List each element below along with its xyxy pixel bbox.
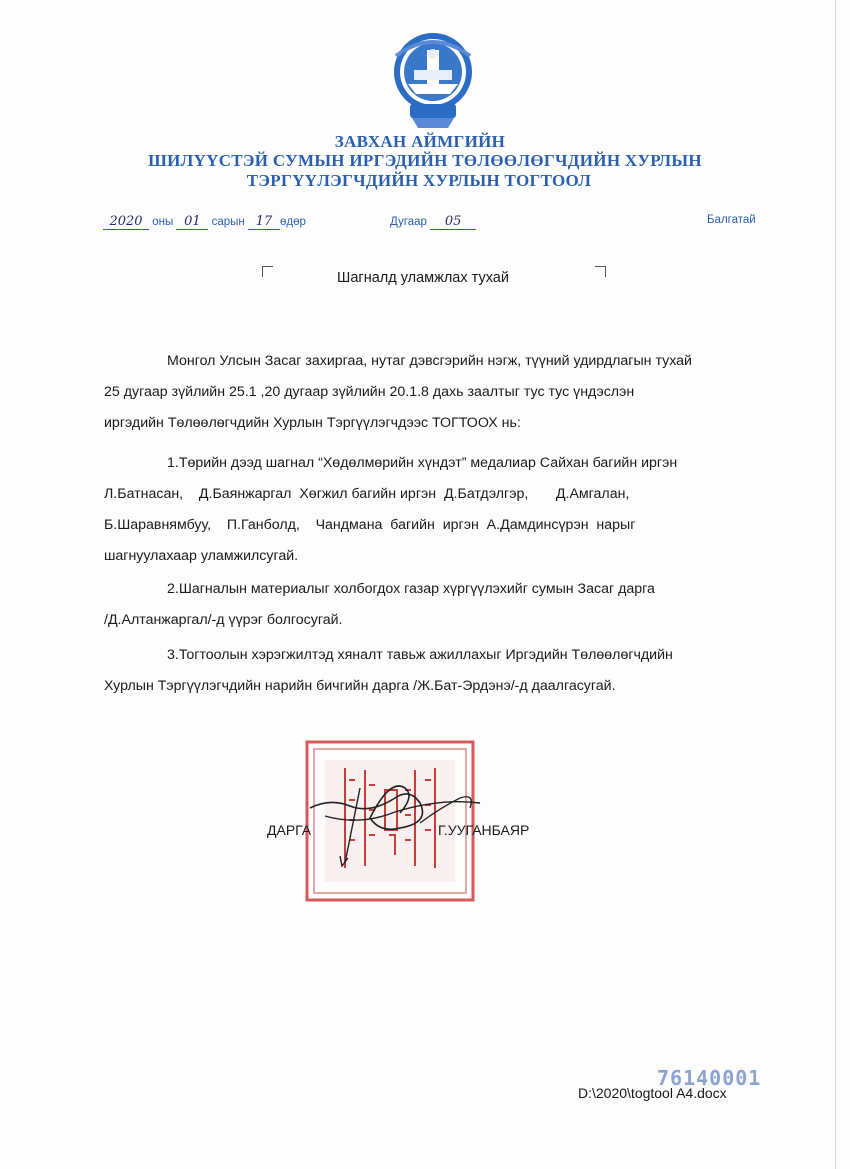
date-year-value: 2020 xyxy=(103,214,149,230)
item-3-paragraph xyxy=(104,640,771,702)
signature-position: ДАРГА xyxy=(267,822,312,838)
number-label: Дугаар xyxy=(390,216,427,228)
date-year-label: оны xyxy=(152,216,174,228)
item-2-line-2: /Д.Алтанжаргал/-д үүрэг болгосугай. xyxy=(104,612,343,628)
place-label: Балгатай xyxy=(707,214,756,226)
state-emblem-icon xyxy=(390,32,476,132)
serial-number: 76140001 xyxy=(657,1066,762,1090)
header-line-2: ШИЛҮҮСТЭЙ СУМЫН ИРГЭДИЙН ТӨЛӨӨЛӨГЧДИЙН ХУРЛЫН xyxy=(148,151,702,170)
document-title: Шагналд уламжлах тухай xyxy=(337,270,509,286)
item-3-line-2: Хурлын Тэргүүлэгчдийн нарийн бичгийн дарга /Ж.Бат-Эрдэнэ/-д даалгасугай. xyxy=(104,678,616,694)
number-line xyxy=(390,214,476,230)
date-month-value: 01 xyxy=(176,214,208,230)
header-line-3: ТЭРГҮҮЛЭГЧДИЙН ХУРЛЫН ТОГТООЛ xyxy=(246,171,592,190)
item-2-paragraph xyxy=(104,574,771,636)
item-1-paragraph xyxy=(104,448,771,572)
date-day-label: өдөр xyxy=(280,216,306,228)
date-day-value: 17 xyxy=(248,214,280,230)
intro-line-2: 25 дугаар зүйлийн 25.1 ,20 дугаар зүйлийн 20.1.8 дахь заалтыг тус тус үндэслэн xyxy=(104,384,635,400)
number-value: 05 xyxy=(430,214,476,230)
item-1-line-1: 1.Төрийн дээд шагнал “Хөдөлмөрийн хүндэт” медалиар Сайхан багийн иргэн xyxy=(167,455,678,471)
handwritten-signature xyxy=(300,768,485,868)
item-3-line-1: 3.Тогтоолын хэрэгжилтэд хяналт тавьж ажиллахыг Иргэдийн Төлөөлөгчдийн xyxy=(167,647,673,663)
item-1-line-3: Б.Шаравнямбуу, П.Ганболд, Чандмана багийн иргэн А.Дамдинсүрэн нарыг xyxy=(104,517,636,533)
item-1-line-2: Л.Батнасан, Д.Баянжаргал Хөгжил багийн иргэн Д.Батдэлгэр, Д.Амгалан, xyxy=(104,486,630,502)
signature-name: Г.УУГАНБАЯР xyxy=(438,822,530,838)
date-line xyxy=(103,214,306,230)
intro-paragraph xyxy=(104,346,771,439)
date-month-label: сарын xyxy=(211,216,245,228)
intro-line-3: иргэдийн Төлөөлөгчдийн Хурлын Тэргүүлэгчдээс ТОГТООХ нь: xyxy=(104,415,521,431)
header-line-1: ЗАВХАН АЙМГИЙН xyxy=(334,132,506,151)
item-1-line-4: шагнуулахаар уламжилсугай. xyxy=(104,548,299,564)
intro-line-1: Монгол Улсын Засаг захиргаа, нутаг дэвсгэрийн нэгж, түүний удирдлагын тухай xyxy=(167,353,692,369)
item-2-line-1: 2.Шагналын материалыг холбогдох газар хүргүүлэхийг сумын Засаг дарга xyxy=(167,581,655,597)
file-path: D:\2020\togtool A4.docx xyxy=(578,1085,727,1101)
